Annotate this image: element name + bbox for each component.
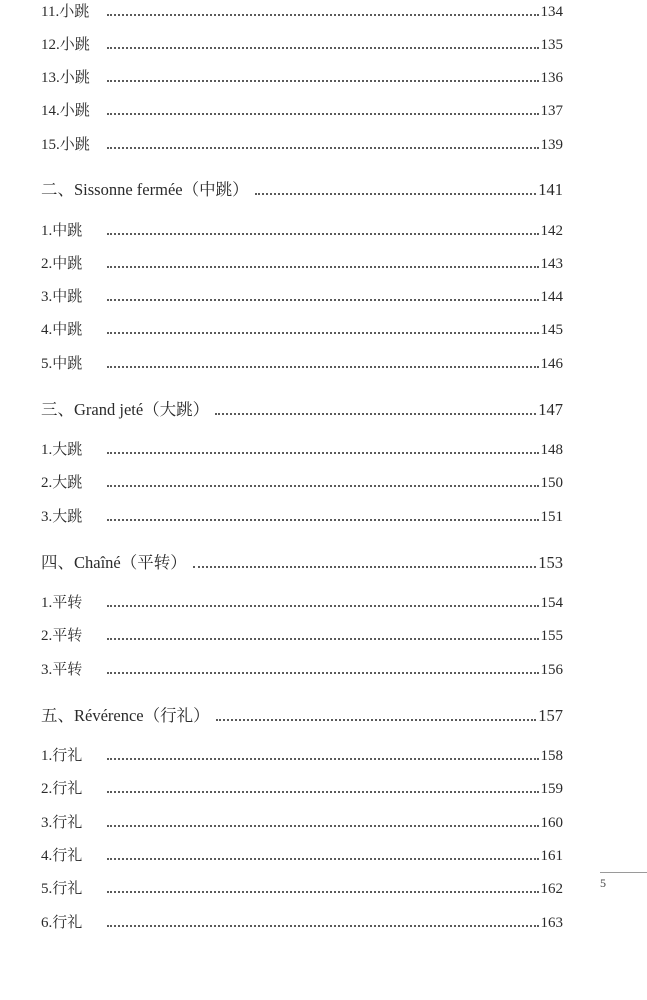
toc-entry [41,505,563,527]
toc-entry [41,911,563,933]
toc-entry [41,252,563,274]
dot-leader [107,505,539,521]
toc-entry-title: 1.行礼 [41,748,83,764]
toc-section-entry [41,702,563,724]
toc-entry-page: 148 [540,442,563,458]
dot-leader [107,318,539,334]
toc-entry [41,438,563,460]
toc-entry-title: 五、Révérence（行礼） [41,706,210,725]
toc-entry-page: 135 [540,37,563,53]
toc-entry-title: 2.行礼 [41,781,83,797]
dot-leader [107,744,539,760]
toc-section-entry [41,396,563,418]
dot-leader [193,552,537,568]
dot-leader [215,399,536,415]
toc-entry [41,471,563,493]
toc-entry-title: 2.平转 [41,628,83,644]
toc-entry-page: 163 [540,915,563,931]
toc-entry-title: 4.行礼 [41,848,83,864]
toc-entry-page: 161 [540,848,563,864]
toc-entry-title: 2.大跳 [41,475,83,491]
toc-entry [41,318,563,340]
dot-leader [107,591,539,607]
toc-entry-title: 5.中跳 [41,356,83,372]
toc-entry [41,877,563,899]
toc-entry-title: 11.小跳 [41,4,90,20]
dot-leader [107,133,539,149]
toc-entry-page: 150 [540,475,563,491]
toc-entry [41,777,563,799]
dot-leader [107,911,539,927]
toc-entry-page: 146 [540,356,563,372]
toc-entry-page: 154 [540,595,563,611]
dot-leader [107,0,539,16]
toc-entry [41,285,563,307]
dot-leader [107,624,539,640]
dot-leader [107,438,539,454]
dot-leader [107,471,539,487]
dot-leader [107,33,539,49]
toc-entry [41,66,563,88]
toc-entry-page: 136 [540,70,563,86]
dot-leader [107,352,539,368]
toc-entry [41,658,563,680]
toc-section-entry [41,176,563,198]
toc-entry-page: 155 [540,628,563,644]
toc-entry-page: 137 [540,103,563,119]
toc-entry-title: 13.小跳 [41,70,90,86]
dot-leader [107,658,539,674]
toc-entry [41,624,563,646]
toc-entry-title: 3.中跳 [41,289,83,305]
toc-entry-page: 143 [540,256,563,272]
toc-entry-page: 141 [538,180,563,199]
dot-leader [107,252,539,268]
toc-entry-title: 1.大跳 [41,442,83,458]
page-number: 5 [600,876,606,890]
toc-entry [41,591,563,613]
footer-rule [600,872,647,873]
toc-entry-title: 6.行礼 [41,915,83,931]
toc-entry [41,0,563,22]
dot-leader [107,811,539,827]
toc-entry-title: 3.行礼 [41,815,83,831]
toc-entry-title: 1.平转 [41,595,83,611]
toc-entry [41,811,563,833]
dot-leader [107,285,539,301]
toc-entry-page: 158 [540,748,563,764]
toc-entry [41,219,563,241]
toc-entry-title: 二、Sissonne fermée（中跳） [41,180,249,199]
toc-entry [41,133,563,155]
toc-entry-title: 4.中跳 [41,322,83,338]
toc-entry [41,744,563,766]
toc-entry-page: 162 [540,881,563,897]
toc-entry [41,99,563,121]
toc-entry-page: 159 [540,781,563,797]
toc-section-entry [41,549,563,571]
toc-entry-title: 三、Grand jeté（大跳） [41,400,210,419]
dot-leader [216,705,537,721]
toc-entry-title: 2.中跳 [41,256,83,272]
toc-entry [41,352,563,374]
dot-leader [107,99,539,115]
dot-leader [107,844,539,860]
toc-entry-page: 156 [540,662,563,678]
toc-entry-page: 157 [538,706,563,725]
toc-entry-page: 147 [538,400,563,419]
toc-entry-title: 3.平转 [41,662,83,678]
dot-leader [107,777,539,793]
toc-entry-page: 139 [540,137,563,153]
toc-entry-page: 145 [540,322,563,338]
toc-entry-title: 14.小跳 [41,103,90,119]
toc-entry-title: 1.中跳 [41,223,83,239]
toc-entry-page: 151 [540,509,563,525]
toc-entry [41,844,563,866]
dot-leader [255,179,537,195]
toc-entry-page: 144 [540,289,563,305]
toc-entry-page: 142 [540,223,563,239]
toc-entry-title: 12.小跳 [41,37,90,53]
dot-leader [107,219,539,235]
dot-leader [107,66,539,82]
toc-entry-page: 160 [540,815,563,831]
toc-entry-title: 15.小跳 [41,137,90,153]
toc-entry-title: 5.行礼 [41,881,83,897]
toc-entry-page: 153 [538,553,563,572]
toc-entry-title: 四、Chaîné（平转） [41,553,187,572]
toc-entry-title: 3.大跳 [41,509,83,525]
toc-entry-page: 134 [540,4,563,20]
toc-entry [41,33,563,55]
dot-leader [107,877,539,893]
